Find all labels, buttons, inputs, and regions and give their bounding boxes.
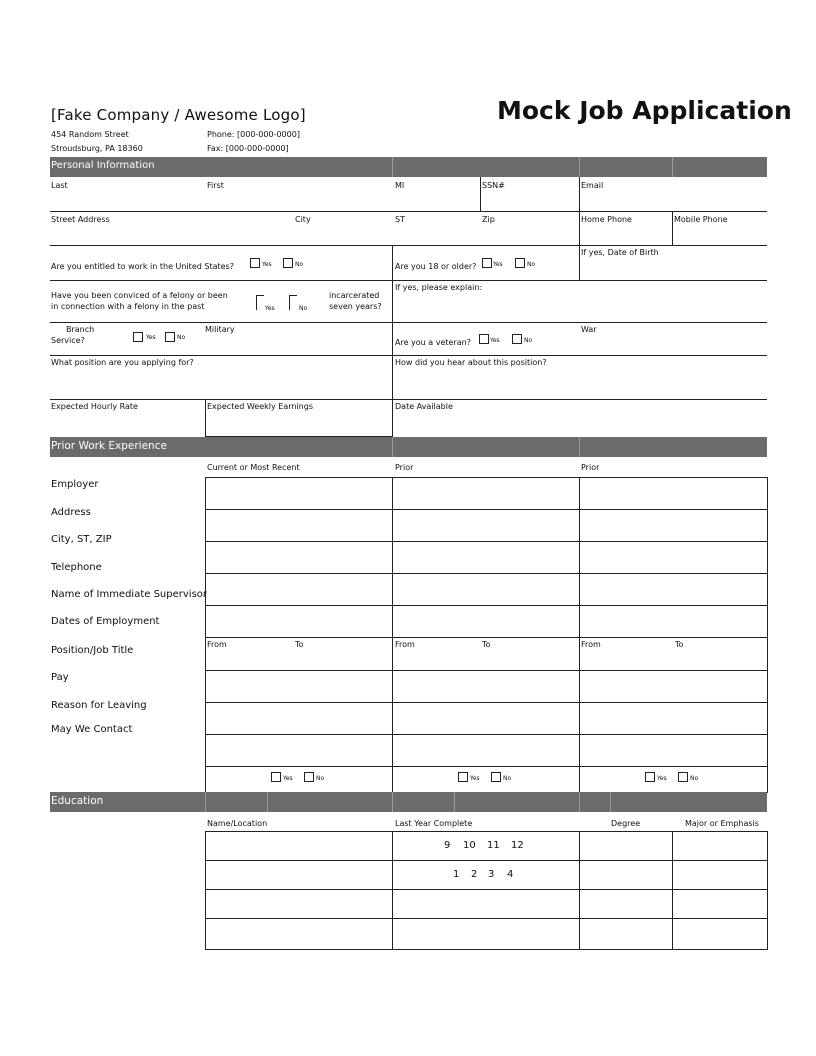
- hs-year-10: 10: [463, 840, 476, 851]
- email-label: Email: [581, 181, 604, 190]
- row-city-st-zip: City, ST, ZIP: [51, 534, 112, 545]
- yes-label: Yes: [493, 261, 503, 268]
- branch-yes-checkbox[interactable]: [133, 332, 143, 342]
- veteran-label: Are you a veteran?: [395, 338, 471, 347]
- last-name-label: Last: [51, 181, 68, 190]
- page-title: Mock Job Application: [497, 96, 792, 125]
- position-applying-label: What position are you applying for?: [51, 358, 194, 367]
- veteran-yes-checkbox[interactable]: [479, 334, 489, 344]
- company-logo-placeholder: [Fake Company / Awesome Logo]: [51, 106, 306, 124]
- date-available-label: Date Available: [395, 402, 453, 411]
- education-header: [50, 792, 767, 812]
- no-label: No: [295, 261, 304, 268]
- state-label: ST: [395, 215, 405, 224]
- branch-label-line2: Service?: [51, 336, 85, 345]
- row-reason: Reason for Leaving: [51, 700, 147, 711]
- to-label: To: [295, 640, 304, 649]
- section-title: Prior Work Experience: [51, 440, 167, 452]
- eligibility-yes-checkbox[interactable]: [250, 258, 260, 268]
- age-no-checkbox[interactable]: [515, 258, 525, 268]
- mobile-phone-label: Mobile Phone: [674, 215, 728, 224]
- row-telephone: Telephone: [51, 562, 102, 573]
- no-label: No: [690, 775, 699, 782]
- work-experience-header: [50, 437, 767, 457]
- eligibility-no-checkbox[interactable]: [283, 258, 293, 268]
- explain-label: If yes, please explain:: [395, 283, 483, 292]
- col-name-location: Name/Location: [207, 819, 268, 828]
- col-major: Major or Emphasis: [685, 819, 759, 828]
- incarcerated-label-line1: incarcerated: [329, 291, 380, 300]
- college-year-4: 4: [507, 869, 514, 880]
- yes-label: Yes: [262, 261, 272, 268]
- college-year-1: 1: [453, 869, 460, 880]
- yes-label: Yes: [265, 305, 275, 312]
- home-phone-label: Home Phone: [581, 215, 632, 224]
- col-prior-1: Prior: [395, 463, 414, 472]
- no-label: No: [177, 334, 186, 341]
- dob-label: If yes, Date of Birth: [581, 248, 659, 257]
- veteran-no-checkbox[interactable]: [512, 334, 522, 344]
- ssn-label: SSN#: [482, 181, 505, 190]
- yes-label: Yes: [283, 775, 293, 782]
- row-may-contact: May We Contact: [51, 724, 133, 735]
- contact-no-checkbox[interactable]: [491, 772, 501, 782]
- row-dates: Dates of Employment: [51, 616, 160, 627]
- work-eligibility-label: Are you entitled to work in the United States?: [51, 262, 234, 271]
- branch-label-line1: Branch: [66, 325, 95, 334]
- hourly-rate-label: Expected Hourly Rate: [51, 402, 138, 411]
- contact-no-checkbox[interactable]: [304, 772, 314, 782]
- mi-label: MI: [395, 181, 405, 190]
- no-label: No: [524, 337, 533, 344]
- contact-yes-checkbox[interactable]: [458, 772, 468, 782]
- military-label: Military: [205, 325, 235, 334]
- col-prior-2: Prior: [581, 463, 600, 472]
- no-label: No: [299, 305, 308, 312]
- col-current: Current or Most Recent: [207, 463, 300, 472]
- yes-label: Yes: [146, 334, 156, 341]
- to-label: To: [675, 640, 684, 649]
- company-phone: Phone: [000-000-0000]: [207, 130, 300, 139]
- row-supervisor: Name of Immediate Supervisor: [51, 589, 208, 600]
- no-label: No: [316, 775, 325, 782]
- age-yes-checkbox[interactable]: [482, 258, 492, 268]
- college-year-3: 3: [488, 869, 495, 880]
- company-fax: Fax: [000-000-0000]: [207, 144, 289, 153]
- to-label: To: [482, 640, 491, 649]
- first-name-label: First: [207, 181, 224, 190]
- branch-no-checkbox[interactable]: [165, 332, 175, 342]
- incarcerated-label-line2: seven years?: [329, 302, 382, 311]
- company-street: 454 Random Street: [51, 130, 129, 139]
- hs-year-12: 12: [511, 840, 524, 851]
- felony-yes-checkbox[interactable]: [256, 295, 264, 310]
- felony-label-line2: in connection with a felony in the past: [51, 302, 205, 311]
- row-address: Address: [51, 507, 91, 518]
- col-last-year: Last Year Complete: [395, 819, 473, 828]
- age-label: Are you 18 or older?: [395, 262, 477, 271]
- row-position: Position/Job Title: [51, 645, 134, 656]
- yes-label: Yes: [470, 775, 480, 782]
- col-degree: Degree: [611, 819, 641, 828]
- from-label: From: [581, 640, 601, 649]
- felony-no-checkbox[interactable]: [289, 295, 297, 310]
- section-title: Personal Information: [51, 160, 155, 171]
- zip-label: Zip: [482, 215, 495, 224]
- from-label: From: [207, 640, 227, 649]
- no-label: No: [527, 261, 536, 268]
- company-city: Stroudsburg, PA 18360: [51, 144, 143, 153]
- war-label: War: [581, 325, 597, 334]
- contact-yes-checkbox[interactable]: [645, 772, 655, 782]
- heard-about-label: How did you hear about this position?: [395, 358, 547, 367]
- row-pay: Pay: [51, 672, 69, 683]
- hs-year-11: 11: [487, 840, 500, 851]
- work-history-grid: [205, 477, 768, 793]
- yes-label: Yes: [490, 337, 500, 344]
- no-label: No: [503, 775, 512, 782]
- contact-yes-checkbox[interactable]: [271, 772, 281, 782]
- street-address-label: Street Address: [51, 215, 110, 224]
- yes-label: Yes: [657, 775, 667, 782]
- city-label: City: [295, 215, 311, 224]
- contact-no-checkbox[interactable]: [678, 772, 688, 782]
- hs-year-9: 9: [444, 840, 451, 851]
- felony-label-line1: Have you been conviced of a felony or been: [51, 291, 228, 300]
- personal-info-header: [50, 157, 767, 177]
- section-title: Education: [51, 795, 104, 807]
- college-year-2: 2: [471, 869, 478, 880]
- row-employer: Employer: [51, 479, 99, 490]
- from-label: From: [395, 640, 415, 649]
- weekly-earnings-label: Expected Weekly Earnings: [207, 402, 313, 411]
